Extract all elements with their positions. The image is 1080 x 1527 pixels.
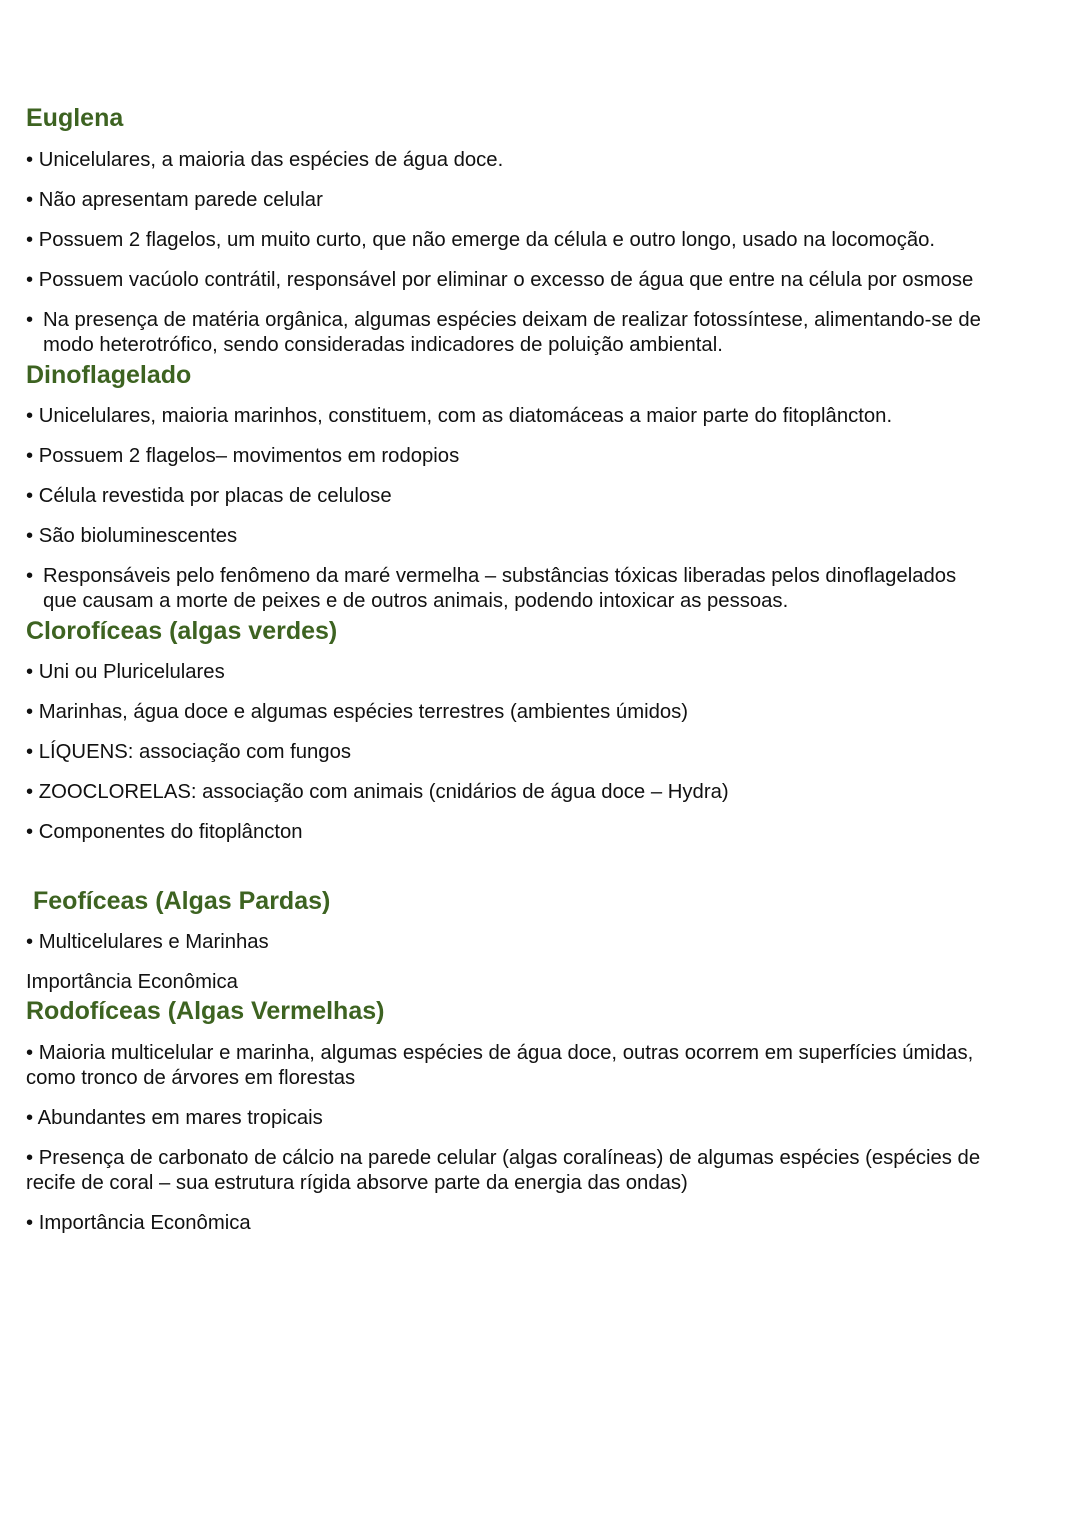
list-item: Na presença de matéria orgânica, algumas espécies deixam de realizar fotossíntese, alimentando-se de <box>43 309 981 331</box>
list-item: • Uni ou Pluricelulares <box>26 661 225 683</box>
section-heading-cloroficeas: Clorofíceas (algas verdes) <box>26 617 338 645</box>
list-item-continuation: que causam a morte de peixes e de outros animais, podendo intoxicar as pessoas. <box>43 590 789 612</box>
section-heading-dinoflagelado: Dinoflagelado <box>26 361 192 389</box>
list-item: • Abundantes em mares tropicais <box>26 1107 323 1129</box>
list-item: • São bioluminescentes <box>26 525 238 547</box>
list-item: • Célula revestida por placas de celulose <box>26 485 392 507</box>
list-item: • Possuem 2 flagelos– movimentos em rodopios <box>26 445 460 467</box>
list-item: • Possuem 2 flagelos, um muito curto, que não emerge da célula e outro longo, usado na locomoção. <box>26 229 936 251</box>
section-heading-euglena: Euglena <box>26 104 124 132</box>
list-item: • Componentes do fitoplâncton <box>26 821 303 843</box>
list-item: • Importância Econômica <box>26 1212 251 1234</box>
list-item-continuation: recife de coral – sua estrutura rígida absorve parte da energia das ondas) <box>26 1172 688 1194</box>
list-item: • Maioria multicelular e marinha, algumas espécies de água doce, outras ocorrem em superfícies úmidas, <box>26 1042 974 1064</box>
list-item: • ZOOCLORELAS: associação com animais (cnidários de água doce – Hydra) <box>26 781 729 803</box>
section-heading-feoficeas: Feofíceas (Algas Pardas) <box>33 887 331 915</box>
list-item-continuation: como tronco de árvores em florestas <box>26 1067 356 1089</box>
list-item: • LÍQUENS: associação com fungos <box>26 741 351 763</box>
list-item: • Não apresentam parede celular <box>26 189 323 211</box>
list-item: • Possuem vacúolo contrátil, responsável por eliminar o excesso de água que entre na célula por osmose <box>26 269 974 291</box>
list-item: • Unicelulares, a maioria das espécies de água doce. <box>26 149 504 171</box>
list-item: • Marinhas, água doce e algumas espécies terrestres (ambientes úmidos) <box>26 701 689 723</box>
list-item: • Multicelulares e Marinhas <box>26 931 269 953</box>
list-item-continuation: modo heterotrófico, sendo consideradas indicadores de poluição ambiental. <box>43 334 723 356</box>
list-item: • Presença de carbonato de cálcio na parede celular (algas coralíneas) de algumas espécies (espécies de <box>26 1147 981 1169</box>
list-item: • Unicelulares, maioria marinhos, constituem, com as diatomáceas a maior parte do fitoplâncton. <box>26 405 893 427</box>
list-item: Responsáveis pelo fenômeno da maré vermelha – substâncias tóxicas liberadas pelos dinoflagelados <box>43 565 957 587</box>
section-heading-rodoficeas: Rodofíceas (Algas Vermelhas) <box>26 997 385 1025</box>
list-item-plain: Importância Econômica <box>26 971 238 993</box>
list-item-bullet: • <box>26 565 34 587</box>
list-item-bullet: • <box>26 309 34 331</box>
